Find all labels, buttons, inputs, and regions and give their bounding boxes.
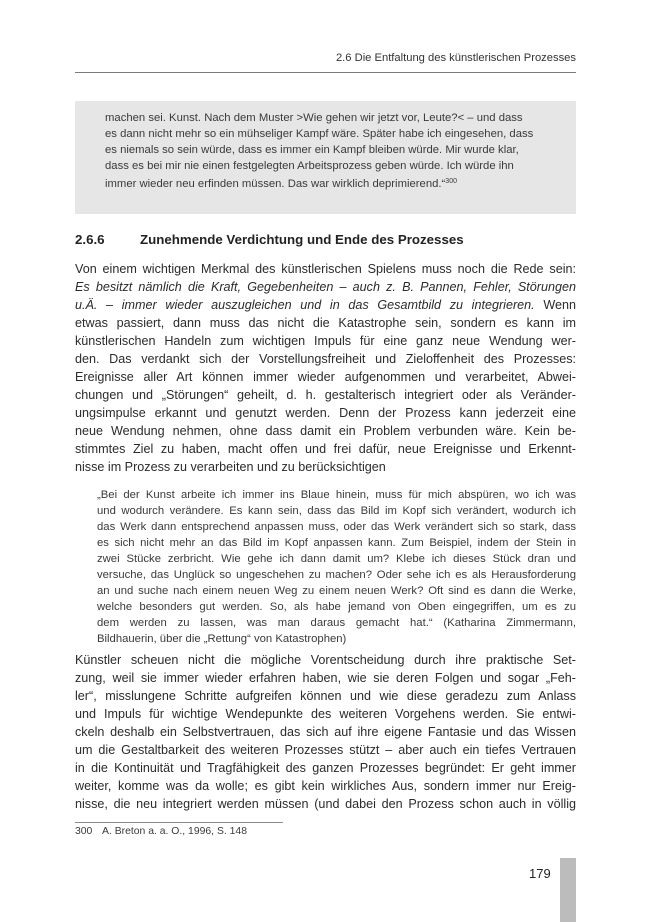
footnote-text: A. Breton a. a. O., 1996, S. 148 <box>102 826 247 837</box>
body-line: ler“, misslungene Schritte aufgreifen können und wie diese geradezu zum Anlass <box>75 689 576 703</box>
block-quote-line: welche besonders gut werden. So, als habe jemand von Oben eingegriffen, um es zu <box>97 601 576 613</box>
block-quote-line: versuche, das Unglück so ungeschehen zu machen? Oder sehe ich es als Herausforderung <box>97 569 576 581</box>
block-quote-line: es sich nicht mehr an das Bild im Kopf anpassen kann. Zum Beispiel, indem der Stein in <box>97 537 576 549</box>
block-quote-line: „Bei der Kunst arbeite ich immer ins Blaue hinein, muss für mich abspüren, wo ich was <box>97 489 576 501</box>
body-line: nisse, die neu integriert werden müssen (und dabei den Prozess schon auch in völlig <box>75 797 576 811</box>
body-line <box>75 278 576 296</box>
quote-box-line: es dann nicht mehr so ein mühseliger Kampf wäre. Später habe ich eingesehen, dass <box>105 128 534 140</box>
body-line: zung, weil sie immer wieder erfahren haben, wie sie deren Folgen und sogar „Feh- <box>75 671 576 685</box>
block-quote-line: zwei Stücke zerbricht. Wie gehe ich dann damit um? Klebe ich dieses Stück dran und <box>97 553 576 565</box>
body-line: neue Wendung nehmen, ohne dass damit ein Problem verbunden wäre. Kein be- <box>75 424 576 438</box>
body-line: um die Gestaltbarkeit des weiteren Prozesses stützt – aber auch ein tiefes Vertrauen <box>75 743 576 757</box>
body-line: ckeln deshalb ein Selbstvertrauen, das sich auf ihre eigene Fantasie und das Wissen <box>75 725 576 739</box>
quote-box-line: immer wieder neu erfinden müssen. Das war wirklich deprimierend.“ <box>105 178 446 190</box>
quote-box <box>75 101 576 214</box>
body-line: chungen und „Störungen“ geheilt, d. h. gestalterisch integriert oder als Veränder- <box>75 388 576 402</box>
running-title: 2.6 Die Entfaltung des künstlerischen Prozesses <box>335 52 576 64</box>
quote-box-line: es niemals so sein würde, dass es immer ein Kampf bleiben würde. Mir wurde klar, <box>105 144 519 156</box>
body-line <box>75 296 576 314</box>
page-number: 179 <box>529 866 551 881</box>
block-quote-line: das Werk dann entsprechend anpassen muss, oder das Werk verändert sich so stark, dass <box>97 521 576 533</box>
body-line: ungsimpulse erkannt und genutzt werden. Denn der Prozess kann jederzeit eine <box>75 406 576 420</box>
body-line: weiter, komme was da wolle; es gibt kein wirkliches Aus, sondern immer nur Ereig- <box>75 779 576 793</box>
section-title: Zunehmende Verdichtung und Ende des Prozesses <box>140 232 464 247</box>
footnote-divider <box>75 822 283 823</box>
body-line: Künstler scheuen nicht die mögliche Vorentscheidung durch ihre praktische Set- <box>75 653 576 667</box>
body-line: den. Das verdankt sich der Vorstellungsfreiheit und Zieloffenheit des Prozesses: <box>75 352 576 366</box>
footnote-number: 300 <box>75 826 93 837</box>
section-number: 2.6.6 <box>75 232 105 247</box>
italic-text: u.Ä. – immer wieder auszugleichen und in das Gesamtbild zu integrieren. <box>75 298 535 312</box>
block-quote-line: und wodurch verändere. Es kann sein, dass das Bild im Kopf sich verändert, wodurch ich <box>97 505 576 517</box>
block-quote-line: Bildhauerin, über die „Rettung“ von Katastrophen) <box>97 633 347 645</box>
body-text: Wenn <box>534 298 576 312</box>
section-heading <box>75 232 464 247</box>
quote-box-line: machen sei. Kunst. Nach dem Muster >Wie gehen wir jetzt vor, Leute?< – und dass <box>105 112 523 124</box>
body-line: künstlerischen Handeln zum wichtigen Impuls für eine ganz neue Wendung wer- <box>75 334 576 348</box>
body-line: nisse im Prozess zu verarbeiten und zu berücksichtigen <box>75 460 386 474</box>
body-line: Von einem wichtigen Merkmal des künstlerischen Spielens muss noch die Rede sein: <box>75 262 576 276</box>
block-quote-line: dem werden zu lassen, was man daraus gemacht hat.“ (Katharina Zimmermann, <box>97 617 576 629</box>
footnote-reference: 300 <box>445 178 457 185</box>
quote-box-line: dass es bei mir nie einen festgelegten Arbeitsprozess geben würde. Ich würde ihn <box>105 160 514 172</box>
running-header <box>75 50 576 73</box>
block-quote-line: an und suche nach einem neuen Weg zu einem neuen Werk? Oft sind es dann die Werke, <box>97 585 576 597</box>
body-line: Ereignisse aller Art können immer wieder aufgenommen und verarbeitet, Abwei- <box>75 370 576 384</box>
footnote <box>75 826 247 837</box>
italic-text: Es besitzt nämlich die Kraft, Gegebenheiten – auch z. B. Pannen, Fehler, Störungen <box>75 280 576 294</box>
body-line: etwas passiert, dann muss das nicht die Katastrophe sein, sondern es kann im <box>75 316 576 330</box>
page-edge-tab <box>560 858 576 922</box>
body-line: in die Kontinuität und Tragfähigkeit des ganzen Prozesses begründet: Er geht immer <box>75 761 576 775</box>
body-line: und Impuls für wichtige Wendepunkte des weiteren Vorgehens werden. Sie entwi- <box>75 707 576 721</box>
quote-box-last-line <box>105 174 457 192</box>
body-line: stimmtes Ziel zu haben, macht offen und frei dafür, neue Ereignisse und Erkennt- <box>75 442 576 456</box>
